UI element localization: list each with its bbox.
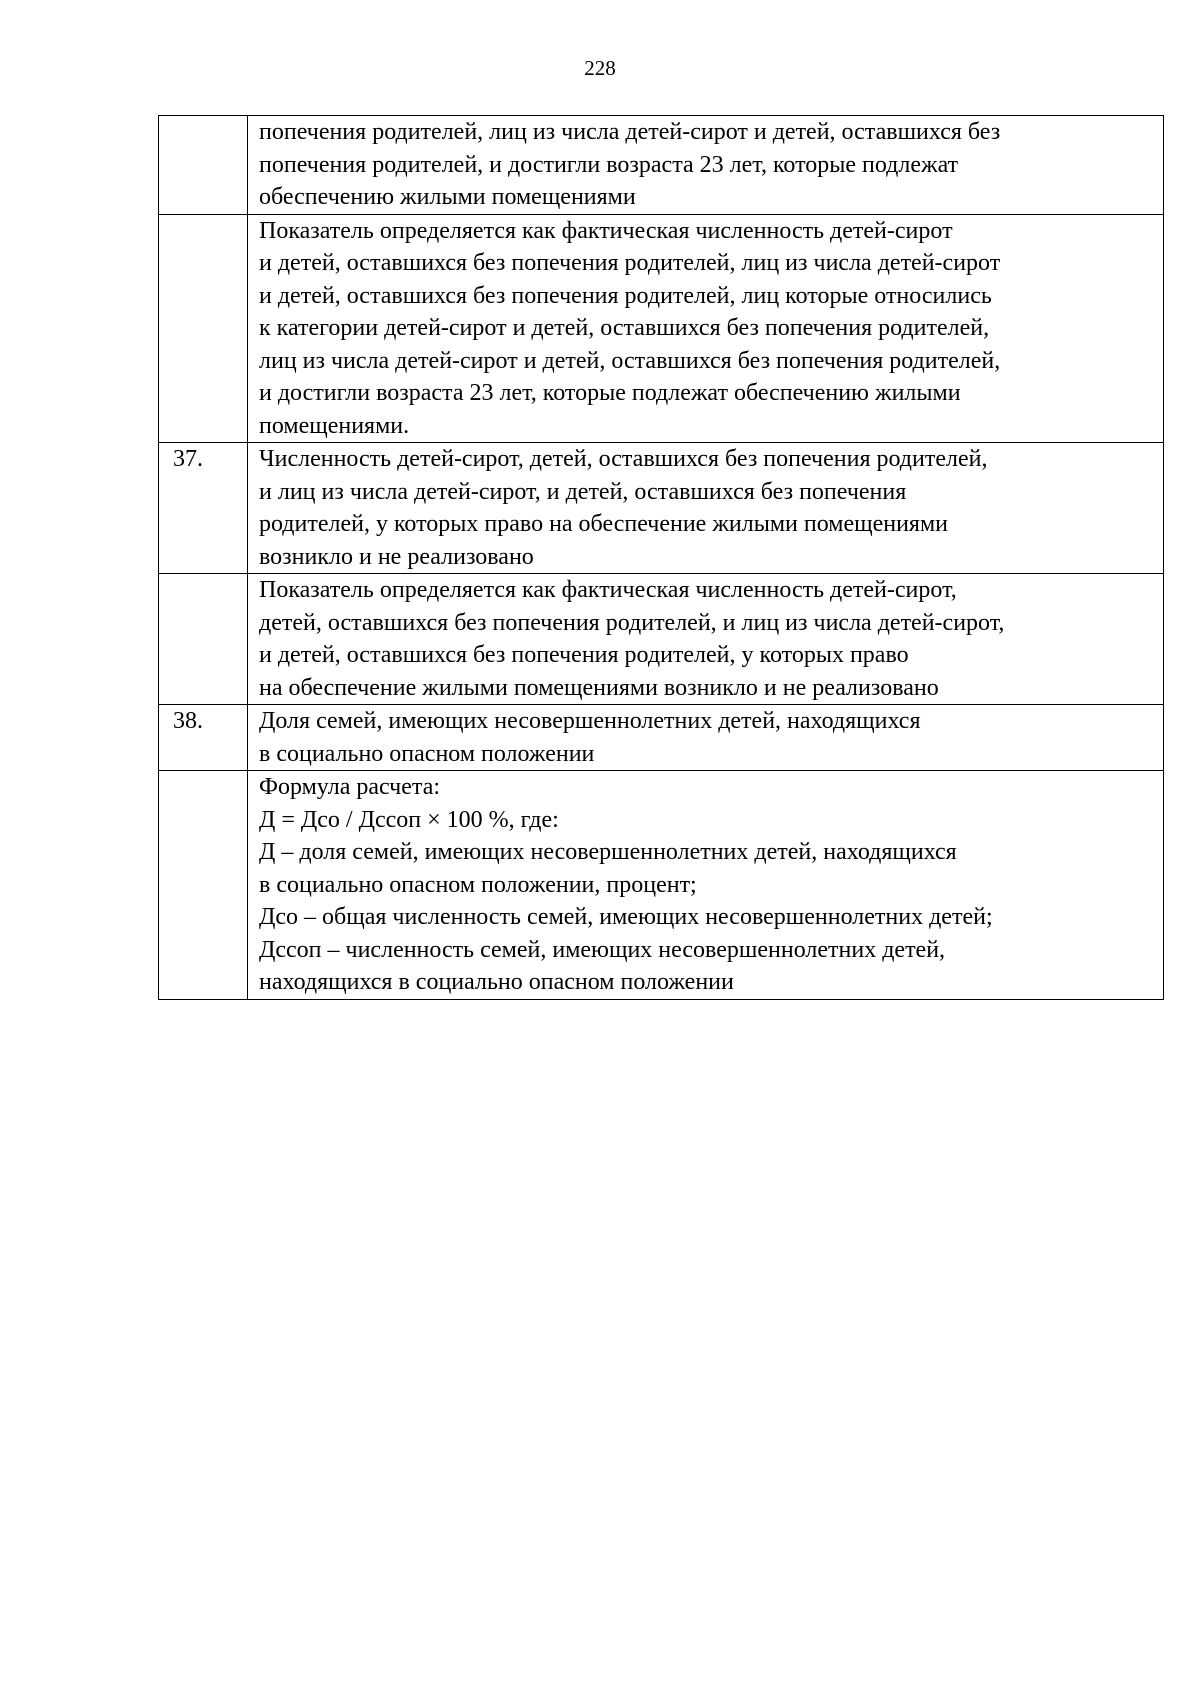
row-text-cell <box>248 443 1164 574</box>
table-row <box>159 116 1164 215</box>
row-number-cell <box>159 771 248 1000</box>
text-line: лиц из числа детей-сирот и детей, оставшихся без попечения родителей, <box>259 347 1001 374</box>
row-number-cell: 37. <box>159 443 248 574</box>
table-row <box>159 443 1164 574</box>
text-line: и лиц из числа детей-сирот, и детей, оставшихся без попечения <box>259 478 907 505</box>
text-line: Дсо – общая численность семей, имеющих несовершеннолетних детей; <box>259 904 993 930</box>
row-number-cell <box>159 214 248 443</box>
text-line: помещениями. <box>259 412 410 439</box>
text-line: детей, оставшихся без попечения родителей, и лиц из числа детей-сирот, <box>259 609 1005 636</box>
table-row <box>159 771 1164 1000</box>
text-line: попечения родителей, лиц из числа детей-сирот и детей, оставшихся без <box>259 119 1001 145</box>
row-number-cell: 38. <box>159 705 248 771</box>
table-row <box>159 214 1164 443</box>
table-row <box>159 705 1164 771</box>
row-number-cell <box>159 116 248 215</box>
text-line: попечения родителей, и достигли возраста 23 лет, которые подлежат <box>259 151 959 178</box>
text-line: Дссоп – численность семей, имеющих несовершеннолетних детей, <box>259 936 946 963</box>
text-line: возникло и не реализовано <box>259 543 534 570</box>
text-line: Д = Дсо / Дссоп × 100 %, где: <box>259 806 559 833</box>
row-text-cell <box>248 771 1164 1000</box>
text-line: и достигли возраста 23 лет, которые подлежат обеспечению жилыми <box>259 380 961 406</box>
text-line: Доля семей, имеющих несовершеннолетних детей, находящихся <box>259 708 921 734</box>
text-line: в социально опасном положении <box>259 740 595 767</box>
text-line: обеспечению жилыми помещениями <box>259 184 636 210</box>
text-line: и детей, оставшихся без попечения родителей, лиц которые относились <box>259 282 992 309</box>
text-line: и детей, оставшихся без попечения родителей, у которых право <box>259 642 909 668</box>
text-line: Д – доля семей, имеющих несовершеннолетних детей, находящихся <box>259 839 957 865</box>
text-line: в социально опасном положении, процент; <box>259 871 697 898</box>
row-text-cell <box>248 705 1164 771</box>
row-text-cell <box>248 574 1164 705</box>
text-line: Показатель определяется как фактическая численность детей-сирот <box>259 217 953 244</box>
text-line: Формула расчета: <box>259 774 441 800</box>
text-line: и детей, оставшихся без попечения родителей, лиц из числа детей-сирот <box>259 250 1001 276</box>
page-number: 228 <box>584 56 616 80</box>
text-line: к категории детей-сирот и детей, оставшихся без попечения родителей, <box>259 315 990 341</box>
text-line: Показатель определяется как фактическая численность детей-сирот, <box>259 577 957 603</box>
indicator-table <box>158 115 1164 1000</box>
table-row <box>159 574 1164 705</box>
row-number-cell <box>159 574 248 705</box>
text-line: Численность детей-сирот, детей, оставшихся без попечения родителей, <box>259 446 988 472</box>
text-line: родителей, у которых право на обеспечение жилыми помещениями <box>259 511 948 537</box>
text-line: находящихся в социально опасном положении <box>259 969 734 995</box>
row-text-cell <box>248 214 1164 443</box>
text-line: на обеспечение жилыми помещениями возникло и не реализовано <box>259 674 939 701</box>
row-text-cell <box>248 116 1164 215</box>
